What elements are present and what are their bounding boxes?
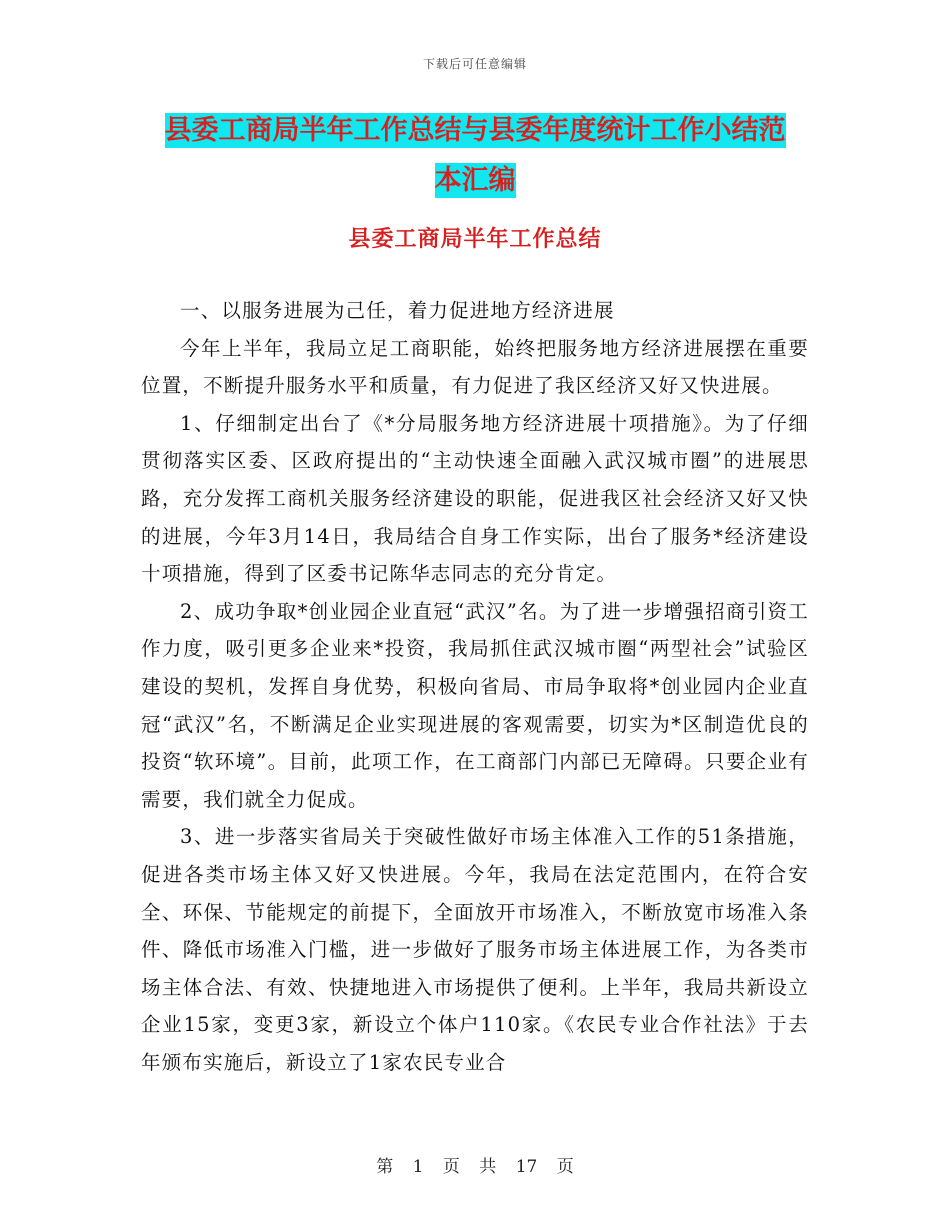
- page-footer: [0, 1152, 950, 1177]
- header-note: 下载后可任意编辑: [422, 57, 527, 71]
- total-unit: 页: [556, 1157, 574, 1177]
- document-title: [140, 106, 810, 206]
- page-unit: 页: [442, 1157, 460, 1177]
- page-label: 第: [376, 1157, 394, 1177]
- paragraph: 今年上半年，我局立足工商职能，始终把服务地方经济进展摆在重要位置，不断提升服务水平和质量，有力促进了我区经济又好又快进展。: [141, 336, 809, 398]
- paragraph: 2、成功争取*创业园企业直冠“武汉”名。为了进一步增强招商引资工作力度，吸引更多企业来*投资，我局抓住武汉城市圈“两型社会”试验区建设的契机，发挥自身优势，积极向省局、市局争取将*创业园内企业直冠“武汉”名，不断满足企业实现进展的客观需要，切实为*区制造优良的投资“软环境”。目前，此项工作，在工商部门内部已无障碍。只要企业有需要，我们就全力促成。: [141, 599, 809, 811]
- page-number: 1: [412, 1157, 424, 1177]
- body-text: [141, 292, 809, 1081]
- paragraph: 1、仔细制定出台了《*分局服务地方经济进展十项措施》。为了仔细贯彻落实区委、区政府提出的“主动快速全面融入武汉城市圈”的进展思路，充分发挥工商机关服务经济建设的职能，促进我区社会经济又好又快的进展，今年3月14日，我局结合自身工作实际，出台了服务*经济建设十项措施，得到了区委书记陈华志同志的充分肯定。: [141, 411, 809, 586]
- section-title: 县委工商局半年工作总结: [348, 227, 602, 252]
- document-title-line-2: 本汇编: [434, 165, 516, 196]
- paragraph-heading: 一、以服务进展为己任，着力促进地方经济进展: [180, 299, 615, 322]
- total-pages: 17: [515, 1157, 538, 1177]
- total-label: 共: [479, 1157, 497, 1177]
- paragraph: 3、进一步落实省局关于突破性做好市场主体准入工作的51条措施，促进各类市场主体又好又快进展。今年，我局在法定范围内，在符合安全、环保、节能规定的前提下，全面放开市场准入，不断放宽市场准入条件、降低市场准入门槛，进一步做好了服务市场主体进展工作，为各类市场主体合法、有效、快捷地进入市场提供了便利。上半年，我局共新设立企业15家，变更3家，新设立个体户110家。《农民专业合作社法》于去年颁布实施后，新设立了1家农民专业合: [141, 825, 809, 1074]
- document-title-line-1: 县委工商局半年工作总结与县委年度统计工作小结范: [164, 115, 786, 146]
